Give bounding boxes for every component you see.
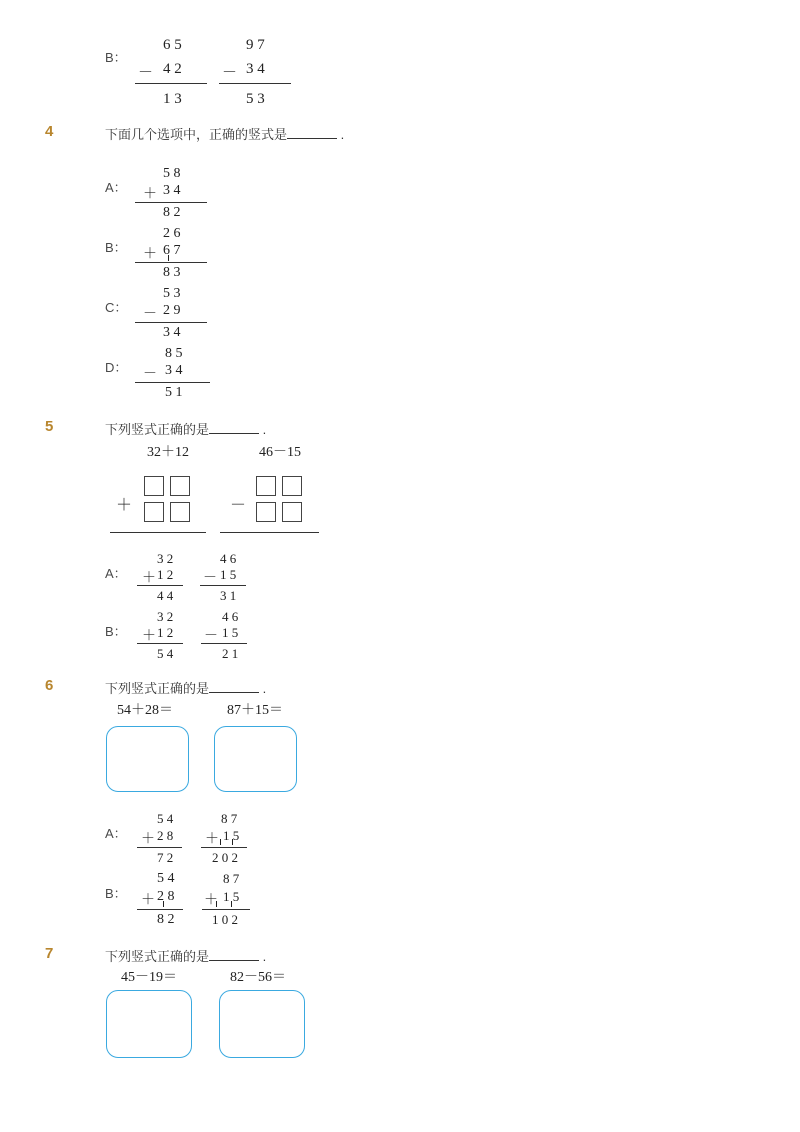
result-line — [110, 532, 206, 533]
result: 5 3 — [246, 91, 265, 107]
addend-bottom: 1 5 — [222, 625, 239, 640]
digit-box[interactable] — [144, 502, 164, 522]
result-line — [135, 83, 207, 84]
option-label: A： — [105, 180, 127, 195]
result-line — [135, 322, 207, 323]
operator: ＋ — [205, 832, 219, 847]
addend-bottom: 2 9 — [163, 303, 181, 318]
carry-mark — [232, 839, 233, 845]
expression-1: 45－19＝ — [121, 970, 177, 985]
option-label: C： — [105, 300, 128, 315]
result: 5 1 — [165, 385, 183, 400]
q4-option-b[interactable] — [0, 223, 300, 281]
result: 7 2 — [157, 850, 174, 865]
addend-top: 8 5 — [165, 346, 183, 361]
addend-top: 5 4 — [157, 871, 175, 886]
answer-blank[interactable] — [287, 126, 337, 139]
question-number: 5 — [45, 418, 54, 435]
stem-text: 下面几个选项中，正确的竖式是 — [105, 127, 288, 142]
expression-1: 32＋12 — [147, 445, 189, 460]
carry-mark — [163, 901, 164, 907]
operator: ＋ — [204, 893, 218, 908]
expression-1: 54＋28＝ — [117, 703, 173, 718]
operator: － — [143, 307, 157, 322]
addend-bottom: 2 8 — [157, 828, 174, 843]
addend-bottom: 1 5 — [220, 567, 237, 582]
operator: ＋ — [143, 187, 157, 202]
addend-top: 5 8 — [163, 166, 181, 181]
addend-bottom: 1 5 — [223, 828, 240, 843]
question-stem — [105, 678, 266, 697]
expression-2: 46－15 — [259, 445, 301, 460]
result: 1 3 — [163, 91, 182, 107]
option-label: B： — [105, 886, 127, 901]
question-stem — [105, 946, 266, 965]
addend-bottom: 1 2 — [157, 567, 174, 582]
q4-option-c[interactable] — [0, 283, 300, 341]
result: 4 4 — [157, 588, 174, 603]
operator: ＋ — [142, 629, 156, 644]
answer-blank[interactable] — [209, 421, 259, 434]
carry-mark — [231, 901, 232, 907]
vertical-form-grid-1 — [110, 472, 210, 537]
addend-bottom: 3 4 — [165, 363, 183, 378]
addend-bottom: 3 4 — [246, 61, 265, 77]
question-number: 4 — [45, 123, 54, 140]
plus-operator: ＋ — [116, 497, 133, 514]
q5-option-b[interactable] — [0, 607, 300, 665]
minus-operator: － — [230, 497, 247, 514]
addend-top: 8 7 — [221, 811, 238, 826]
result-line — [135, 262, 207, 263]
addend-bottom: 2 8 — [157, 889, 175, 904]
option-label: B： — [105, 50, 127, 65]
stem-end: . — [262, 681, 267, 696]
q6-option-a[interactable] — [0, 809, 300, 867]
operator: ＋ — [142, 571, 156, 586]
addend-bottom: 6 7 — [163, 243, 181, 258]
result: 2 1 — [222, 646, 239, 661]
operator: ＋ — [143, 247, 157, 262]
result: 3 1 — [220, 588, 237, 603]
answer-box-1[interactable] — [106, 726, 189, 792]
addend-bottom: 1 5 — [223, 889, 240, 904]
result: 2 0 2 — [212, 850, 238, 865]
expression-2: 82－56＝ — [230, 970, 286, 985]
question-stem — [105, 124, 344, 143]
answer-box-1[interactable] — [106, 990, 192, 1058]
stem-end: . — [262, 949, 267, 964]
result: 5 4 — [157, 646, 174, 661]
answer-blank[interactable] — [209, 680, 259, 693]
result: 8 2 — [163, 205, 181, 220]
result-line — [220, 532, 319, 533]
q6-option-b[interactable] — [0, 869, 300, 929]
option-label: B： — [105, 240, 127, 255]
result-line — [137, 847, 182, 848]
q4-option-a[interactable] — [0, 163, 300, 221]
addend-bottom: 3 4 — [163, 183, 181, 198]
vertical-form-grid-2 — [220, 472, 320, 537]
result-line — [202, 909, 250, 910]
result-line — [219, 83, 291, 84]
result-line — [137, 643, 183, 644]
operator: ＋ — [141, 832, 155, 847]
result-line — [135, 202, 207, 203]
digit-box[interactable] — [170, 502, 190, 522]
addend-top: 8 7 — [223, 871, 240, 886]
answer-box-2[interactable] — [219, 990, 305, 1058]
expression-2: 87＋15＝ — [227, 703, 283, 718]
operator: － — [222, 65, 238, 81]
addend-top: 4 6 — [222, 609, 239, 624]
answer-box-2[interactable] — [214, 726, 297, 792]
operator: － — [138, 65, 154, 81]
q5-option-a[interactable] — [0, 549, 300, 605]
result: 8 3 — [163, 265, 181, 280]
operator: － — [143, 367, 157, 382]
stem-end: . — [340, 127, 345, 142]
question-number: 6 — [45, 677, 54, 694]
carry-mark — [220, 839, 221, 845]
q4-option-d[interactable] — [0, 343, 300, 401]
addend-top: 3 2 — [157, 609, 174, 624]
option-label: A： — [105, 566, 127, 581]
question-number: 7 — [45, 945, 54, 962]
result-line — [135, 382, 210, 383]
option-label: B： — [105, 624, 127, 639]
stem-text: 下列竖式正确的是 — [105, 681, 210, 696]
addend-top: 5 4 — [157, 811, 174, 826]
digit-box[interactable] — [256, 502, 276, 522]
question-stem — [105, 419, 266, 438]
result: 8 2 — [157, 912, 175, 927]
digit-box[interactable] — [282, 476, 302, 496]
option-label: A： — [105, 826, 127, 841]
answer-blank[interactable] — [209, 948, 259, 961]
digit-box[interactable] — [256, 476, 276, 496]
addend-top: 4 6 — [220, 551, 237, 566]
addend-top: 9 7 — [246, 37, 265, 53]
operator: － — [204, 629, 218, 644]
addend-bottom: 1 2 — [157, 625, 174, 640]
stem-end: . — [262, 422, 267, 437]
option-label: D： — [105, 360, 128, 375]
addend-top: 2 6 — [163, 226, 181, 241]
result-line — [201, 847, 247, 848]
operator: － — [203, 571, 217, 586]
result-line — [137, 585, 183, 586]
stem-text: 下列竖式正确的是 — [105, 422, 210, 437]
stem-text: 下列竖式正确的是 — [105, 949, 210, 964]
result-line — [200, 585, 246, 586]
carry-mark — [216, 901, 217, 907]
result-line — [201, 643, 247, 644]
digit-box[interactable] — [170, 476, 190, 496]
digit-box[interactable] — [144, 476, 164, 496]
result: 3 4 — [163, 325, 181, 340]
addend-bottom: 4 2 — [163, 61, 182, 77]
result: 1 0 2 — [212, 912, 238, 927]
addend-top: 5 3 — [163, 286, 181, 301]
addend-top: 3 2 — [157, 551, 174, 566]
carry-mark — [168, 255, 169, 261]
digit-box[interactable] — [282, 502, 302, 522]
addend-top: 6 5 — [163, 37, 182, 53]
q3-option-b[interactable] — [0, 0, 800, 115]
operator: ＋ — [141, 893, 155, 908]
result-line — [137, 909, 183, 910]
